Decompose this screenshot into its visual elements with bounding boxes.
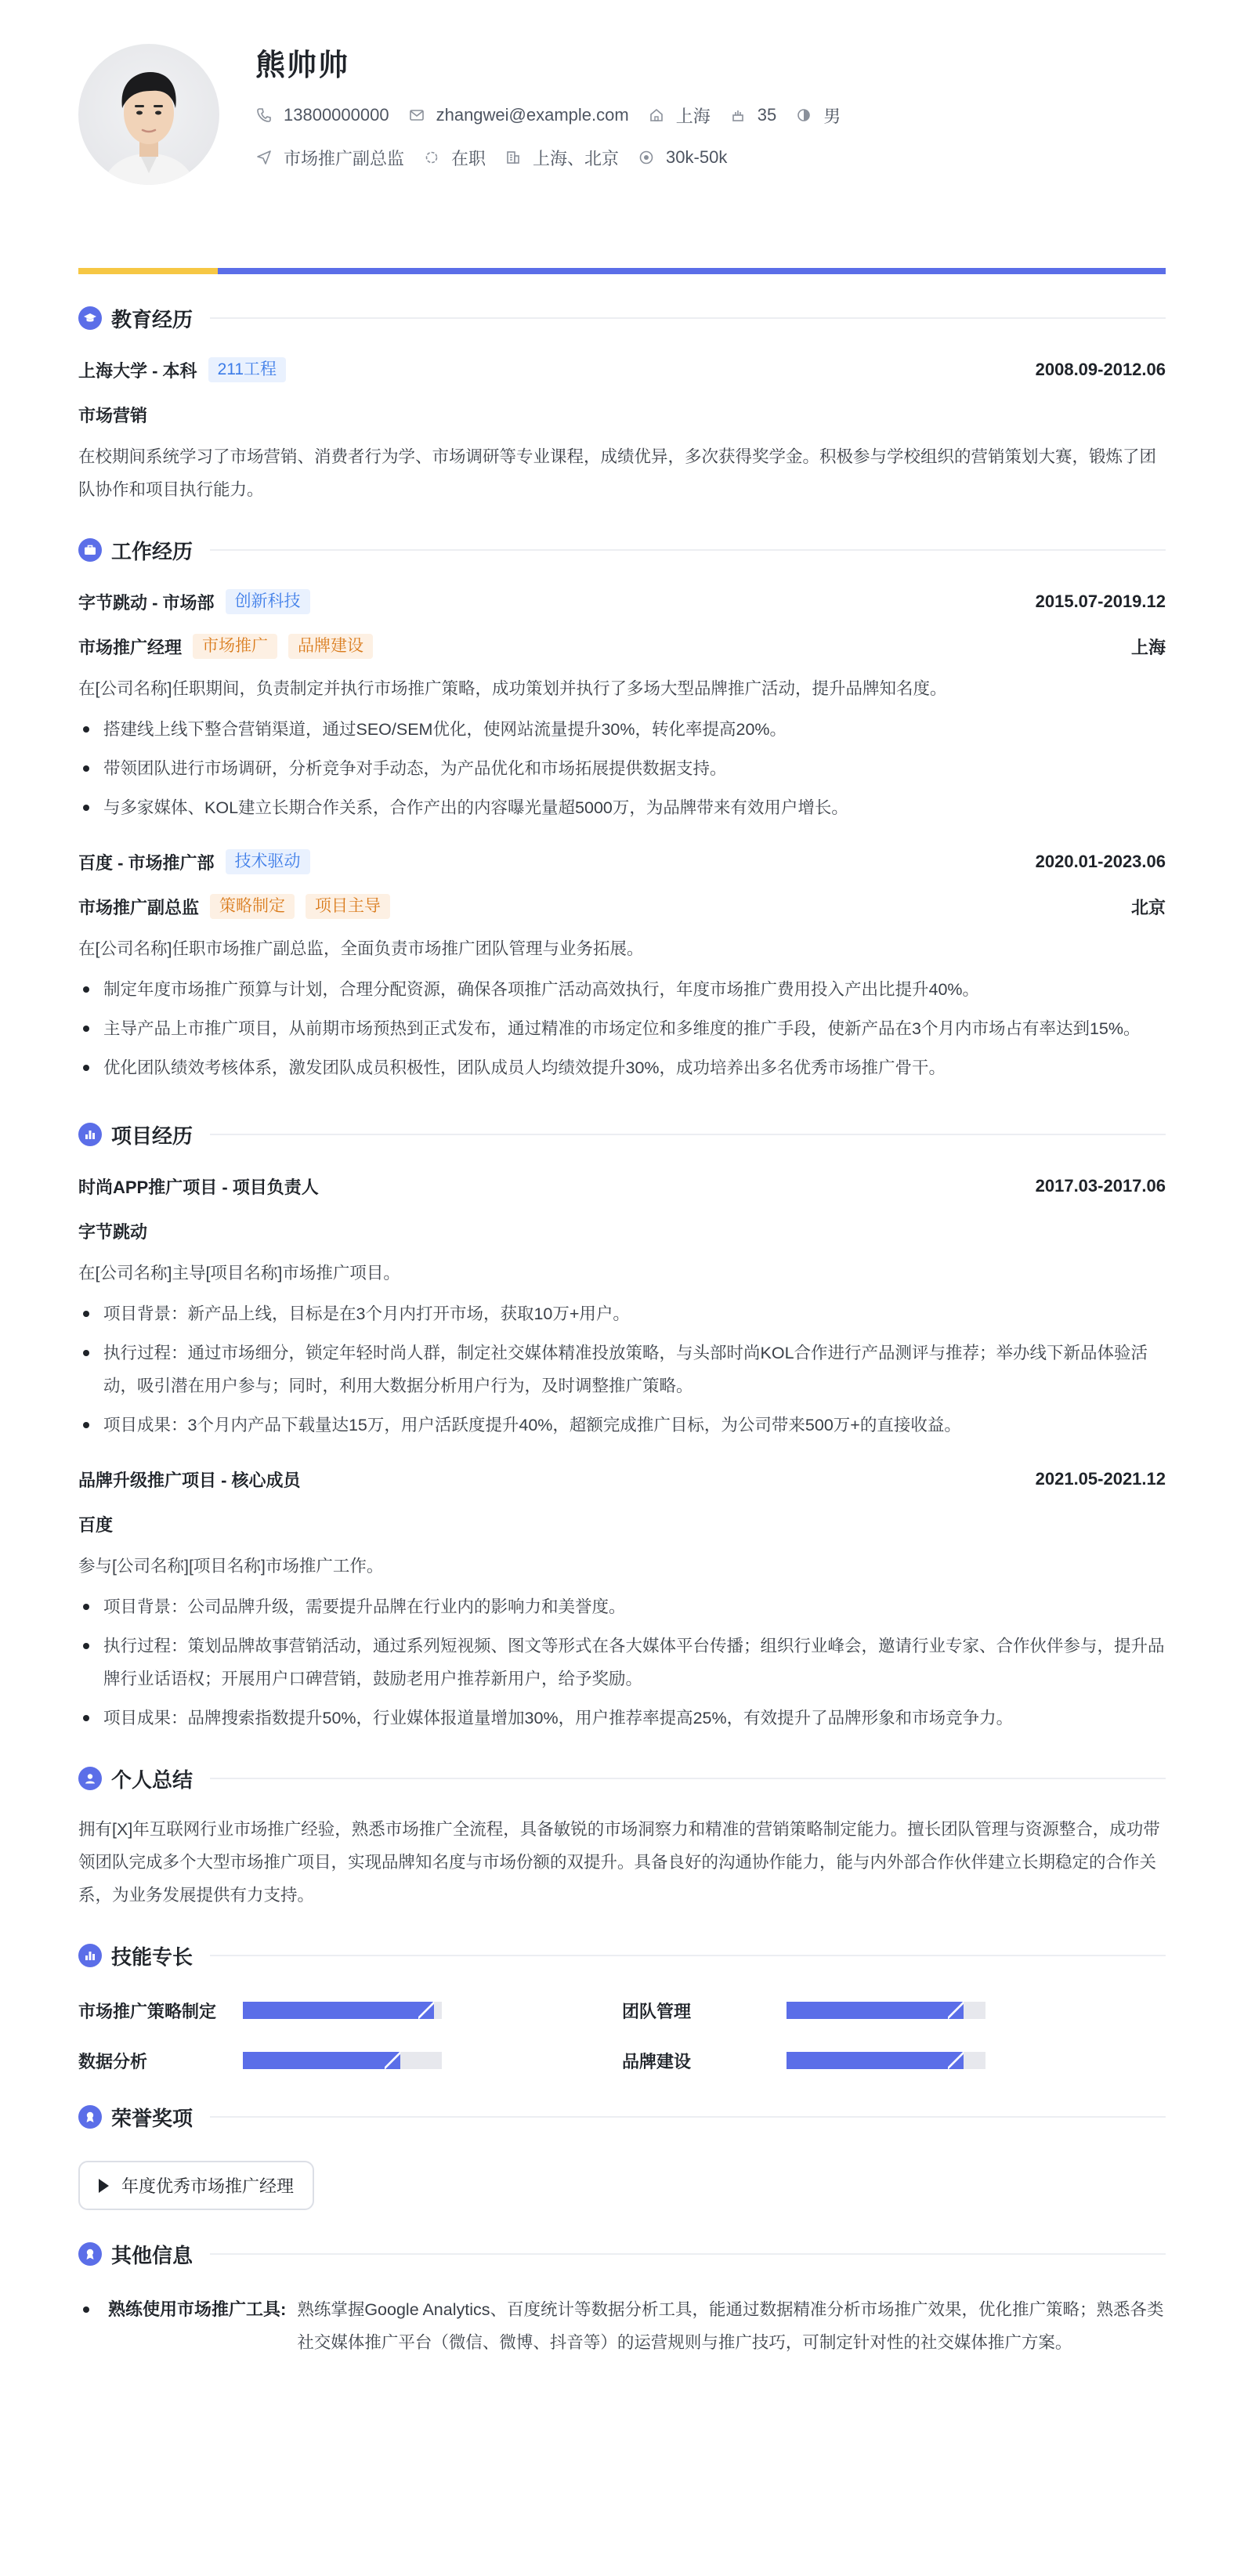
play-triangle-icon — [99, 2179, 109, 2193]
section-projects-title: 项目经历 — [78, 1120, 1166, 1149]
salary-text: 30k-50k — [666, 147, 728, 167]
skill-item — [78, 2048, 622, 2073]
list-item: 搭建线上线下整合营销渠道，通过SEO/SEM优化，使网站流量提升30%，转化率提高20%。 — [78, 713, 1166, 746]
education-entry-head — [78, 356, 1166, 384]
skill-item — [78, 1998, 622, 2023]
mail-icon — [408, 107, 425, 124]
work-company-tag: 技术驱动 — [226, 849, 310, 874]
education-major: 市场营销 — [78, 405, 148, 425]
skill-bar — [787, 2002, 985, 2019]
briefcase-icon — [78, 538, 102, 562]
education-tag: 211工程 — [208, 357, 286, 382]
project-company: 字节跳动 — [78, 1221, 148, 1242]
education-description: 在校期间系统学习了市场营销、消费者行为学、市场调研等专业课程，成绩优异，多次获得奖学金。积极参与学校组织的营销策划大赛，锻炼了团队协作和项目执行能力。 — [78, 447, 1157, 499]
skill-name: 市场推广策略制定 — [78, 2001, 217, 2021]
work-date: 2020.01-2023.06 — [1035, 852, 1166, 871]
skill-bar-fill — [787, 2002, 956, 2019]
award-icon — [78, 2242, 102, 2266]
section-skills-title: 技能专长 — [78, 1941, 1166, 1970]
phone-icon — [255, 107, 273, 124]
target-city-item — [504, 146, 619, 170]
work-bullets — [78, 713, 1166, 824]
phone-text: 13800000000 — [284, 105, 389, 125]
skill-name: 团队管理 — [622, 2001, 692, 2021]
honor-item — [78, 2161, 314, 2210]
skill-bar — [787, 2052, 985, 2069]
skill-bar-fill — [243, 2052, 392, 2069]
status-item — [423, 146, 486, 170]
work-role-tag: 项目主导 — [306, 894, 390, 919]
list-item: 执行过程：通过市场细分，锁定年轻时尚人群，制定社交媒体精准投放策略，与头部时尚KOL合作进行产品测评与推荐；举办线下新品体验活动，吸引潜在用户参与；同时，利用大数据分析用户行为，及时调整推广策略。 — [78, 1337, 1166, 1402]
work-summary: 在[公司名称]任职期间，负责制定并执行市场推广策略，成功策划并执行了多场大型品牌推广活动，提升品牌知名度。 — [78, 679, 947, 698]
education-school: 上海大学 - 本科 — [78, 360, 197, 381]
skill-item — [622, 1998, 1166, 2023]
other-label: 熟练使用市场推广工具: — [108, 2299, 287, 2319]
work-bullets — [78, 973, 1166, 1084]
skill-bar — [243, 2002, 442, 2019]
bar-chart-icon — [78, 1944, 102, 1967]
project-company: 百度 — [78, 1514, 114, 1535]
position-text: 市场推广副总监 — [284, 148, 405, 168]
bar-chart-icon — [78, 1123, 102, 1146]
work-date: 2015.07-2019.12 — [1035, 592, 1166, 611]
home-icon — [648, 107, 665, 124]
candidate-name: 熊帅帅 — [255, 49, 350, 82]
city-item — [648, 103, 711, 128]
project-entry-head — [78, 1172, 1166, 1200]
user-icon — [78, 1767, 102, 1790]
award-icon — [78, 2105, 102, 2129]
summary-text: 拥有[X]年互联网行业市场推广经验，熟悉市场推广全流程，具备敏锐的市场洞察力和精准的营销策略制定能力。擅长团队管理与资源整合，成功带领团队完成多个大型市场推广项目，实现品牌知名度与市场份额的双提升。具备良好的沟通协作能力，能与内外部合作伙伴建立长期稳定的合作关系，为业务发展提供有力支持。 — [78, 1820, 1160, 1905]
work-role: 市场推广副总监 — [78, 897, 200, 917]
skills-grid — [78, 1998, 1166, 2073]
project-summary: 在[公司名称]主导[项目名称]市场推广项目。 — [78, 1264, 400, 1283]
project-date: 2021.05-2021.12 — [1035, 1469, 1166, 1489]
section-summary-title: 个人总结 — [78, 1764, 1166, 1793]
project-bullets — [78, 1297, 1166, 1442]
resume-header — [78, 44, 1166, 201]
gender-icon — [795, 107, 812, 124]
age-icon — [729, 107, 747, 124]
project-date: 2017.03-2017.06 — [1035, 1176, 1166, 1196]
list-item: 项目背景：公司品牌升级，需要提升品牌在行业内的影响力和美誉度。 — [78, 1590, 1166, 1623]
list-item: 制定年度市场推广预算与计划，合理分配资源，确保各项推广活动高效执行，年度市场推广费用投入产出比提升40%。 — [78, 973, 1166, 1006]
status-text: 在职 — [451, 148, 486, 168]
work-company: 百度 - 市场推广部 — [78, 852, 215, 873]
list-item: 主导产品上市推广项目，从前期市场预热到正式发布，通过精准的市场定位和多维度的推广手段，使新产品在3个月内市场占有率达到15%。 — [78, 1012, 1166, 1045]
gender-text: 男 — [823, 106, 841, 126]
skill-name: 数据分析 — [78, 2051, 148, 2071]
send-icon — [255, 149, 273, 166]
avatar — [78, 44, 219, 185]
email-text: zhangwei@example.com — [436, 105, 629, 125]
position-item — [255, 146, 404, 170]
work-company: 字节跳动 - 市场部 — [78, 592, 215, 613]
skill-item — [622, 2048, 1166, 2073]
salary-item — [638, 147, 727, 168]
list-item: 项目成果：品牌搜索指数提升50%，行业媒体报道量增加30%，用户推荐率提高25%，有效提升了品牌形象和市场竞争力。 — [78, 1702, 1166, 1735]
project-name: 品牌升级推广项目 - 核心成员 — [78, 1470, 301, 1490]
status-icon — [423, 149, 440, 166]
other-item — [78, 2293, 1166, 2359]
section-other-title: 其他信息 — [78, 2240, 1166, 2268]
skill-bar-fill — [787, 2052, 956, 2069]
work-location: 上海 — [1130, 637, 1166, 657]
other-value: 熟练掌握Google Analytics、百度统计等数据分析工具，能通过数据精准分析市场推广效果，优化推广策略；熟悉各类社交媒体推广平台（微信、微博、抖音等）的运营规则与推广技巧，可制定针对性的社交媒体推广方案。 — [297, 2300, 1164, 2352]
section-education-title: 教育经历 — [78, 304, 1166, 332]
skill-bar — [243, 2052, 442, 2069]
section-work-title: 工作经历 — [78, 536, 1166, 564]
project-bullets — [78, 1590, 1166, 1735]
city-text: 上海 — [675, 106, 711, 126]
work-company-tag: 创新科技 — [226, 589, 310, 614]
project-entry-head — [78, 1465, 1166, 1493]
work-role: 市场推广经理 — [78, 637, 183, 657]
list-item: 优化团队绩效考核体系，激发团队成员积极性，团队成员人均绩效提升30%，成功培养出多名优秀市场推广骨干。 — [78, 1051, 1166, 1084]
phone-item — [255, 105, 389, 125]
list-item: 带领团队进行市场调研，分析竞争对手动态，为产品优化和市场拓展提供数据支持。 — [78, 752, 1166, 785]
age-text: 35 — [757, 105, 777, 125]
list-item: 项目背景：新产品上线，目标是在3个月内打开市场，获取10万+用户。 — [78, 1297, 1166, 1330]
skill-name: 品牌建设 — [622, 2051, 692, 2071]
gender-item — [795, 103, 841, 128]
job-row — [255, 146, 859, 169]
header-divider — [78, 268, 1166, 274]
work-entry-head — [78, 588, 1166, 616]
work-role-tag: 策略制定 — [210, 894, 295, 919]
education-date: 2008.09-2012.06 — [1035, 360, 1166, 379]
target-city-text: 上海、北京 — [533, 148, 620, 168]
contact-row — [255, 103, 859, 127]
age-item — [729, 105, 776, 125]
salary-icon — [638, 149, 655, 166]
work-role-tag: 市场推广 — [193, 634, 277, 659]
list-item: 项目成果：3个月内产品下载量达15万，用户活跃度提升40%，超额完成推广目标，为公司带来500万+的直接收益。 — [78, 1409, 1166, 1442]
skill-bar-fill — [243, 2002, 426, 2019]
work-summary: 在[公司名称]任职市场推广副总监，全面负责市场推广团队管理与业务拓展。 — [78, 939, 644, 958]
graduation-cap-icon — [78, 306, 102, 330]
list-item: 与多家媒体、KOL建立长期合作关系，合作产出的内容曝光量超5000万，为品牌带来有效用户增长。 — [78, 791, 1166, 824]
building-icon — [504, 149, 522, 166]
work-role-tag: 品牌建设 — [288, 634, 373, 659]
project-summary: 参与[公司名称][项目名称]市场推广工作。 — [78, 1557, 384, 1576]
email-item — [408, 105, 629, 125]
work-location: 北京 — [1130, 897, 1166, 917]
project-name: 时尚APP推广项目 - 项目负责人 — [78, 1177, 319, 1197]
work-entry-head — [78, 848, 1166, 876]
list-item: 执行过程：策划品牌故事营销活动，通过系列短视频、图文等形式在各大媒体平台传播；组织行业峰会，邀请行业专家、合作伙伴参与，提升品牌行业话语权；开展用户口碑营销，鼓励老用户推荐新用户，给予奖励。 — [78, 1630, 1166, 1695]
honor-text: 年度优秀市场推广经理 — [121, 2176, 295, 2196]
section-honors-title: 荣誉奖项 — [78, 2103, 1166, 2131]
